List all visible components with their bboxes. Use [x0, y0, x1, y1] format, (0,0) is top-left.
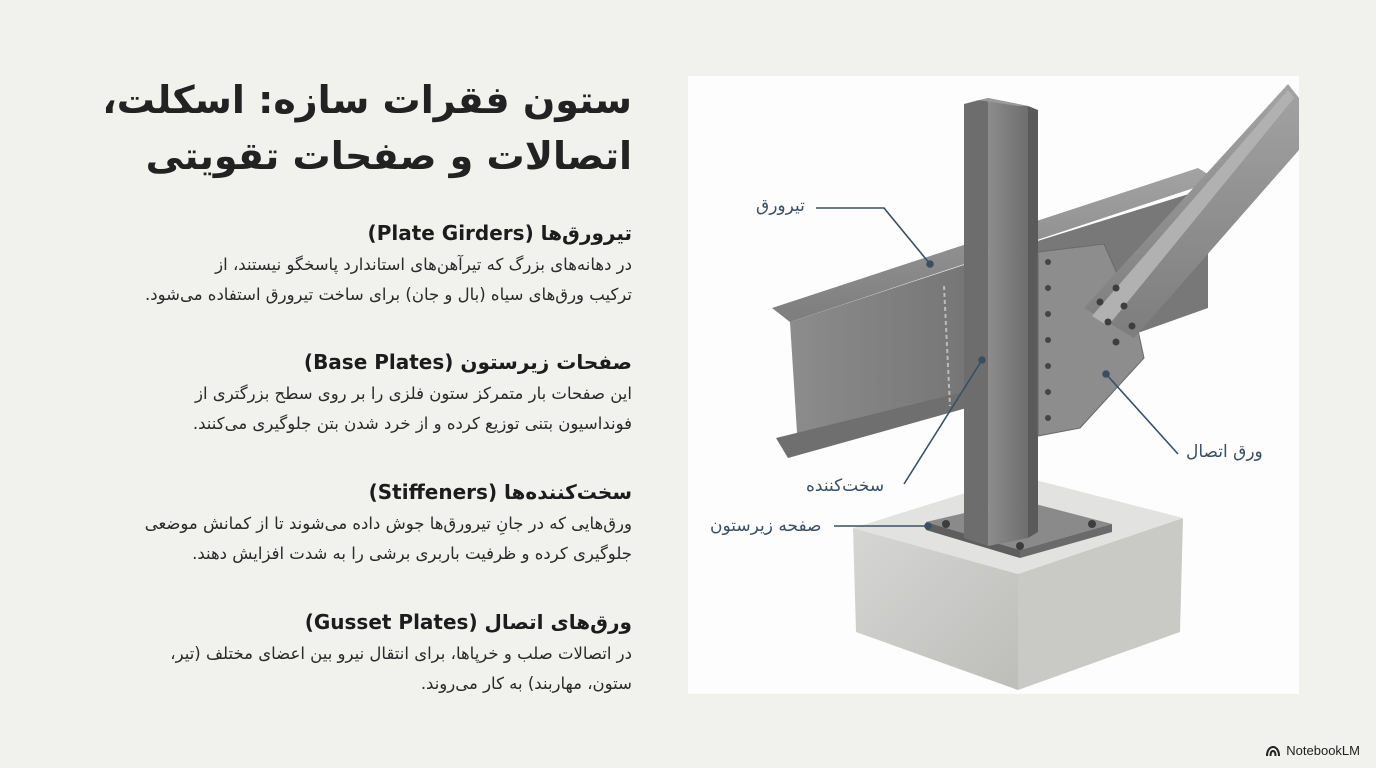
callout-base-plate-label: صفحه زیرستون	[710, 516, 822, 536]
section-body	[60, 509, 632, 569]
girder-callout-line	[816, 208, 930, 264]
section-stiffeners	[60, 477, 632, 569]
section-heading: تیرورق‌ها (Plate Girders)	[367, 221, 632, 245]
text-column	[60, 72, 632, 693]
page-title	[60, 72, 632, 184]
steel-structure-drawing	[688, 76, 1299, 694]
section-body-line-1: این صفحات بار متمرکز ستون فلزی را بر روی سطح بزرگتری از	[194, 384, 632, 403]
brand-watermark	[1266, 743, 1360, 758]
steel-connection-illustration	[688, 76, 1299, 694]
section-body-line-2: ترکیب ورق‌های سیاه (بال و جان) برای ساخت تیرورق استفاده می‌شود.	[145, 285, 632, 304]
brand-name: NotebookLM	[1286, 743, 1360, 758]
section-body-line-1: در دهانه‌های بزرگ که تیرآهن‌های استاندارد پاسخگو نیستند، از	[215, 255, 632, 274]
section-base-plates	[60, 347, 632, 439]
section-plate-girders	[60, 218, 632, 310]
title-line-2: اتصالات و صفحات تقویتی	[145, 134, 632, 178]
gusset-callout-line	[1106, 374, 1178, 454]
title-line-1: ستون فقرات سازه: اسکلت،	[102, 78, 632, 122]
section-body	[60, 379, 632, 439]
section-heading: صفحات زیرستون (Base Plates)	[303, 350, 632, 374]
notebooklm-logo-icon	[1266, 745, 1280, 757]
section-body-line-1: ورق‌هایی که در جانِ تیرورق‌ها جوش داده می‌شوند تا از کمانش موضعی	[144, 514, 632, 533]
section-body	[60, 250, 632, 310]
section-heading: ورق‌های اتصال (Gusset Plates)	[304, 610, 632, 634]
steel-column	[964, 98, 1038, 546]
section-body-line-1: در اتصالات صلب و خرپاها، برای انتقال نیرو بین اعضای مختلف (تیر،	[170, 644, 632, 663]
section-body-line-2: جلوگیری کرده و ظرفیت باربری برشی را به شدت افزایش دهند.	[192, 544, 632, 563]
callout-stiffener-label: سخت‌کننده	[806, 476, 885, 496]
section-body	[60, 639, 632, 699]
section-body-line-2: فونداسیون بتنی توزیع کرده و از خرد شدن بتن جلوگیری می‌کنند.	[192, 414, 632, 433]
section-body-line-2: ستون، مهاربند) به کار می‌روند.	[420, 674, 632, 693]
callout-gusset-label: ورق اتصال	[1186, 442, 1263, 462]
section-gusset-plates	[60, 607, 632, 699]
callout-girder-label: تیرورق	[756, 196, 805, 216]
section-heading: سخت‌کننده‌ها (Stiffeners)	[368, 480, 632, 504]
